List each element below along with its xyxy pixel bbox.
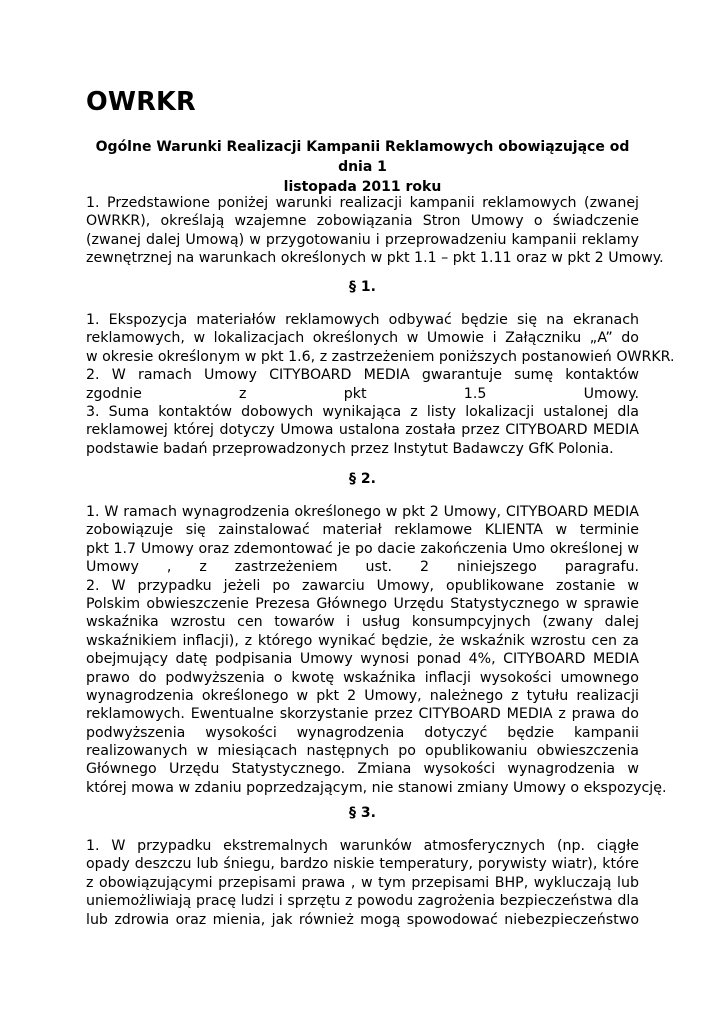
- text-line: podstawie badań przeprowadzonych przez Instytut Badawczy GfK Polonia.: [86, 440, 614, 457]
- subtitle-line: Ogólne Warunki Realizacji Kampanii Reklamowych obowiązujące od dnia 1: [95, 139, 630, 175]
- text-line: której mowa w zdaniu poprzedzającym, nie stanowi zmiany Umowy o ekspozycję.: [86, 779, 667, 796]
- text-line: podwyższenia wysokości wynagrodzenia dotyczyć będzie kampanii: [86, 724, 639, 741]
- section-heading-2: § 2.: [349, 471, 376, 487]
- text-line: (zwanej dalej Umową) w przygotowaniu i przeprowadzeniu kampanii reklamy: [86, 231, 639, 248]
- text-line: z obowiązującymi przepisami prawa , w tym przepisami BHP, wykluczają lub: [86, 874, 639, 891]
- text-line: Głównego Urzędu Statystycznego. Zmiana wysokości wynagrodzenia w: [86, 761, 639, 778]
- text-line: zobowiązuje się zainstalować materiał reklamowe KLIENTA w terminie: [86, 522, 639, 539]
- text-line: realizowanych w miesiącach następnych po opublikowaniu obwieszczenia: [86, 743, 639, 760]
- text-line: pkt 1.7 Umowy oraz zdemontować je po dacie zakończenia Umo określonej w: [86, 540, 639, 557]
- text-line: uniemożliwiają pracę ludzi i sprzętu z powodu zagrożenia bezpieczeństwa dla: [86, 893, 639, 910]
- text-line: 1. W ramach wynagrodzenia określonego w pkt 2 Umowy, CITYBOARD MEDIA: [86, 504, 639, 520]
- text-line: zewnętrznej na warunkach określonych w pkt 1.1 – pkt 1.11 oraz w pkt 2 Umowy.: [86, 250, 664, 267]
- document-title: OWRKR: [86, 87, 196, 117]
- intro-paragraph: [86, 194, 664, 268]
- section-1-body: [86, 311, 675, 458]
- text-line: Polskim obwieszczenie Prezesa Głównego Urzędu Statystycznego w sprawie: [86, 595, 639, 612]
- text-line: 2. W przypadku jeżeli po zawarciu Umowy, opublikowane zostanie w: [86, 577, 639, 594]
- text-line: Umowy , z zastrzeżeniem ust. 2 niniejszego paragrafu.: [86, 559, 639, 576]
- text-line: 1. Przedstawione poniżej warunki realizacji kampanii reklamowych (zwanej: [86, 195, 639, 211]
- text-line: wynagrodzenia określonego w pkt 2 Umowy, należnego z tytułu realizacji: [86, 687, 639, 704]
- text-line: OWRKR), określają wzajemne zobowiązania Stron Umowy o świadczenie: [86, 213, 639, 230]
- section-heading-1: § 1.: [349, 279, 376, 295]
- section-3-body: [86, 837, 639, 929]
- text-line: zgodnie z pkt 1.5 Umowy.: [86, 385, 639, 402]
- text-line: wskaźnika wzrostu cen towarów i usług konsumpcyjnych (zwany dalej: [86, 614, 639, 631]
- section-2-body: [86, 503, 667, 797]
- text-line: reklamowych, w lokalizacjach określonych w Umowie i Załączniku „A” do: [86, 330, 639, 347]
- text-line: obejmujący datę podpisania Umowy wynosi ponad 4%, CITYBOARD MEDIA: [86, 651, 639, 668]
- text-line: opady deszczu lub śniegu, bardzo niskie temperatury, porywisty wiatr), które: [86, 856, 639, 873]
- text-line: 1. Ekspozycja materiałów reklamowych odbywać będzie się na ekranach: [86, 312, 639, 328]
- section-heading-3: § 3.: [349, 805, 376, 821]
- text-line: reklamowych. Ewentualne skorzystanie przez CITYBOARD MEDIA z prawa do: [86, 706, 639, 723]
- text-line: reklamowej której dotyczy Umowa ustalona została przez CITYBOARD MEDIA: [86, 422, 639, 439]
- subtitle-line: listopada 2011 roku: [283, 179, 442, 195]
- text-line: lub zdrowia oraz mienia, jak również mogą spowodować niebezpieczeństwo: [86, 911, 639, 928]
- text-line: w okresie określonym w pkt 1.6, z zastrzeżeniem poniższych postanowień OWRKR.: [86, 348, 675, 365]
- text-line: prawo do podwyższenia o kwotę wskaźnika inflacji wysokości umownego: [86, 669, 639, 686]
- text-line: wskaźnikiem inflacji), z którego wynikać będzie, że wskaźnik wzrostu cen za: [86, 632, 639, 649]
- text-line: 1. W przypadku ekstremalnych warunków atmosferycznych (np. ciągłe: [86, 838, 639, 854]
- document-subtitle: [86, 137, 639, 197]
- text-line: 2. W ramach Umowy CITYBOARD MEDIA gwarantuje sumę kontaktów: [86, 367, 639, 384]
- text-line: 3. Suma kontaktów dobowych wynikająca z listy lokalizacji ustalonej dla: [86, 403, 639, 420]
